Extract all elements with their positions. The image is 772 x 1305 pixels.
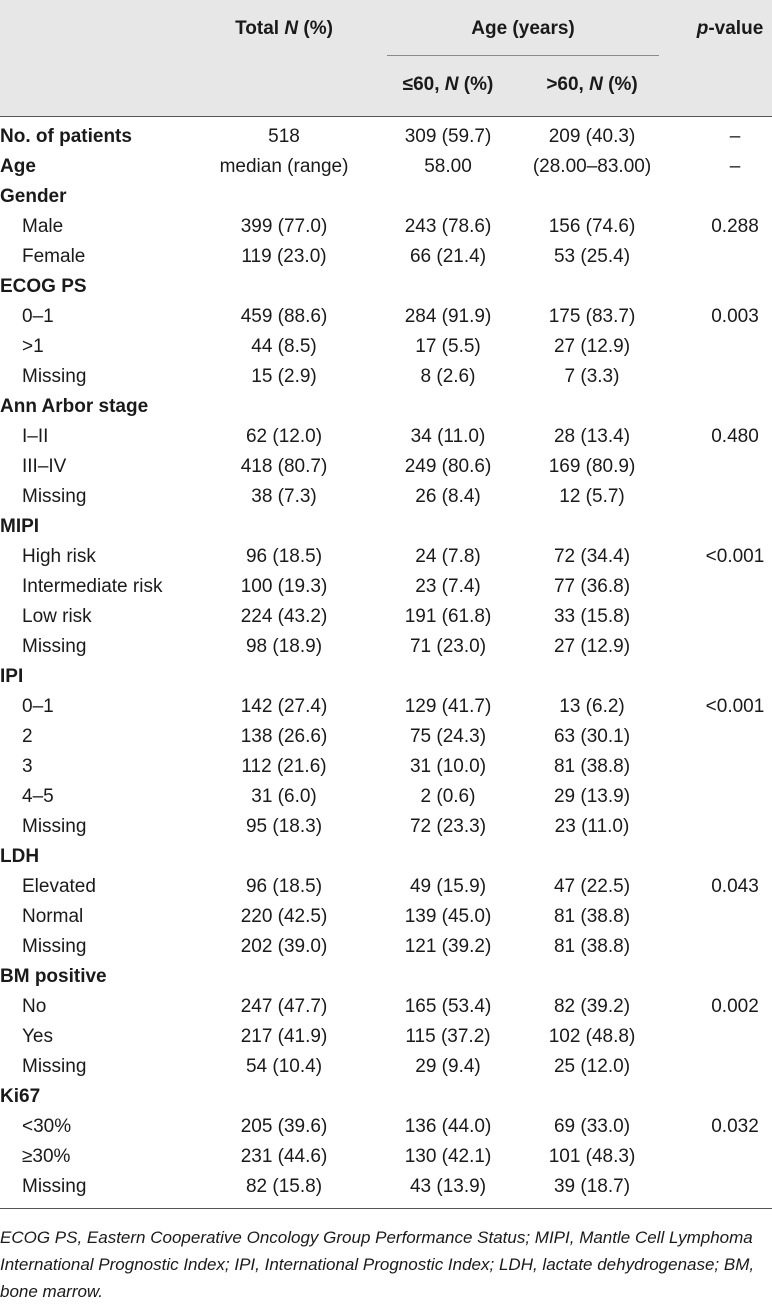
cell-le60: 66 (21.4) bbox=[409, 246, 487, 267]
table-row bbox=[0, 122, 772, 152]
table-row bbox=[0, 182, 772, 212]
age-underline bbox=[387, 55, 659, 56]
cell-total: 518 bbox=[268, 126, 300, 147]
row-label: Low risk bbox=[22, 606, 92, 627]
cell-gt60: 13 (6.2) bbox=[559, 696, 625, 717]
table-row bbox=[0, 872, 772, 902]
row-label: I–II bbox=[22, 426, 49, 447]
cell-le60: 136 (44.0) bbox=[404, 1116, 492, 1137]
table-row bbox=[0, 632, 772, 662]
table-row bbox=[0, 272, 772, 302]
table-row bbox=[0, 932, 772, 962]
cell-le60: 139 (45.0) bbox=[404, 906, 492, 927]
cell-gt60: 69 (33.0) bbox=[553, 1116, 631, 1137]
cell-total: 142 (27.4) bbox=[240, 696, 328, 717]
cell-p: 0.032 bbox=[711, 1116, 759, 1137]
row-label: Missing bbox=[22, 816, 87, 837]
table-row bbox=[0, 602, 772, 632]
cell-total: 205 (39.6) bbox=[240, 1116, 328, 1137]
table-row bbox=[0, 362, 772, 392]
cell-total: 38 (7.3) bbox=[251, 486, 317, 507]
cell-le60: 115 (37.2) bbox=[405, 1026, 491, 1047]
row-label: Missing bbox=[22, 936, 87, 957]
table-row bbox=[0, 782, 772, 812]
table-row bbox=[0, 752, 772, 782]
row-label: Male bbox=[22, 216, 64, 237]
table-row bbox=[0, 812, 772, 842]
cell-total: 112 (21.6) bbox=[241, 756, 327, 777]
cell-total: 31 (6.0) bbox=[251, 786, 317, 807]
row-label: Intermediate risk bbox=[22, 576, 163, 597]
cell-p: 0.288 bbox=[711, 216, 759, 237]
cell-le60: 24 (7.8) bbox=[415, 546, 481, 567]
table-row bbox=[0, 662, 772, 692]
cell-gt60: 169 (80.9) bbox=[548, 456, 636, 477]
header-total: Total N (%) bbox=[235, 18, 333, 39]
cell-gt60: 209 (40.3) bbox=[548, 126, 636, 147]
cell-p: 0.043 bbox=[711, 876, 759, 897]
table-header bbox=[0, 0, 772, 116]
cell-le60: 49 (15.9) bbox=[409, 876, 487, 897]
cell-total: median (range) bbox=[219, 156, 349, 177]
table-row bbox=[0, 1112, 772, 1142]
footnote: ECOG PS, Eastern Cooperative Oncology Group Performance Status; MIPI, Mantle Cell Lymphoma International Prognostic Index; IPI, International Prognostic Index; LDH, lactate dehydrogenase; BM, bone marrow. bbox=[0, 1228, 755, 1301]
cell-le60: 71 (23.0) bbox=[409, 636, 487, 657]
cell-gt60: 27 (12.9) bbox=[553, 636, 631, 657]
cell-p: – bbox=[729, 156, 741, 177]
row-label: <30% bbox=[22, 1116, 72, 1137]
table-row bbox=[0, 302, 772, 332]
row-label: High risk bbox=[22, 546, 96, 567]
cell-gt60: 81 (38.8) bbox=[553, 906, 631, 927]
row-label: Missing bbox=[22, 636, 87, 657]
table-row bbox=[0, 572, 772, 602]
cell-le60: 72 (23.3) bbox=[409, 816, 487, 837]
cell-total: 247 (47.7) bbox=[240, 996, 328, 1017]
cell-gt60: 102 (48.8) bbox=[548, 1026, 636, 1047]
cell-le60: 121 (39.2) bbox=[404, 936, 492, 957]
cell-gt60: (28.00–83.00) bbox=[532, 156, 652, 177]
cell-le60: 191 (61.8) bbox=[404, 606, 492, 627]
cell-le60: 23 (7.4) bbox=[415, 576, 481, 597]
cell-gt60: 156 (74.6) bbox=[548, 216, 636, 237]
row-label: 4–5 bbox=[22, 786, 54, 807]
cell-le60: 43 (13.9) bbox=[409, 1176, 487, 1197]
table-row bbox=[0, 152, 772, 182]
row-label: ≥30% bbox=[22, 1146, 71, 1167]
cell-le60: 8 (2.6) bbox=[420, 366, 476, 387]
cell-p: 0.003 bbox=[711, 306, 759, 327]
cell-total: 15 (2.9) bbox=[251, 366, 317, 387]
cell-p: – bbox=[729, 126, 741, 147]
cell-gt60: 101 (48.3) bbox=[548, 1146, 636, 1167]
row-label: Age bbox=[0, 156, 36, 177]
table-row bbox=[0, 842, 772, 872]
table-row bbox=[0, 542, 772, 572]
cell-gt60: 53 (25.4) bbox=[553, 246, 631, 267]
row-label: 2 bbox=[22, 726, 33, 747]
row-label: No bbox=[22, 996, 47, 1017]
table-body bbox=[0, 122, 772, 1202]
cell-gt60: 12 (5.7) bbox=[559, 486, 625, 507]
table-row bbox=[0, 212, 772, 242]
cell-total: 98 (18.9) bbox=[245, 636, 323, 657]
table-row bbox=[0, 1082, 772, 1112]
bottom-rule bbox=[0, 1208, 772, 1209]
cell-gt60: 29 (13.9) bbox=[553, 786, 631, 807]
cell-total: 96 (18.5) bbox=[245, 546, 323, 567]
row-label: 3 bbox=[22, 756, 33, 777]
table-row bbox=[0, 482, 772, 512]
cell-total: 217 (41.9) bbox=[240, 1026, 328, 1047]
cell-total: 202 (39.0) bbox=[240, 936, 328, 957]
cell-gt60: 27 (12.9) bbox=[553, 336, 631, 357]
cell-total: 119 (23.0) bbox=[241, 246, 327, 267]
header-pvalue: p-value bbox=[696, 18, 764, 39]
row-label: MIPI bbox=[0, 516, 40, 537]
table-row bbox=[0, 452, 772, 482]
table-row bbox=[0, 332, 772, 362]
table-row bbox=[0, 1052, 772, 1082]
row-label: No. of patients bbox=[0, 126, 132, 147]
table-row bbox=[0, 242, 772, 272]
row-label: Female bbox=[22, 246, 86, 267]
cell-total: 95 (18.3) bbox=[245, 816, 323, 837]
row-label: 0–1 bbox=[22, 306, 54, 327]
cell-total: 44 (8.5) bbox=[251, 336, 317, 357]
cell-le60: 284 (91.9) bbox=[404, 306, 492, 327]
table-row bbox=[0, 962, 772, 992]
cell-p: 0.480 bbox=[711, 426, 759, 447]
cell-gt60: 81 (38.8) bbox=[553, 756, 631, 777]
table-row bbox=[0, 722, 772, 752]
cell-gt60: 77 (36.8) bbox=[553, 576, 631, 597]
table-row bbox=[0, 902, 772, 932]
row-label: Missing bbox=[22, 1056, 87, 1077]
cell-gt60: 175 (83.7) bbox=[548, 306, 636, 327]
cell-gt60: 25 (12.0) bbox=[553, 1056, 631, 1077]
cell-total: 418 (80.7) bbox=[240, 456, 328, 477]
table-row bbox=[0, 1142, 772, 1172]
row-label: Yes bbox=[22, 1026, 53, 1047]
row-label: Missing bbox=[22, 1176, 87, 1197]
cell-total: 82 (15.8) bbox=[245, 1176, 323, 1197]
cell-total: 138 (26.6) bbox=[240, 726, 328, 747]
cell-total: 100 (19.3) bbox=[240, 576, 328, 597]
row-label: Missing bbox=[22, 486, 87, 507]
cell-le60: 165 (53.4) bbox=[404, 996, 492, 1017]
cell-gt60: 33 (15.8) bbox=[553, 606, 631, 627]
header-le60: ≤60, N (%) bbox=[402, 74, 494, 95]
cell-gt60: 47 (22.5) bbox=[553, 876, 631, 897]
table-row bbox=[0, 992, 772, 1022]
cell-le60: 309 (59.7) bbox=[404, 126, 492, 147]
cell-le60: 31 (10.0) bbox=[409, 756, 487, 777]
cell-p: <0.001 bbox=[705, 696, 765, 717]
cell-p: 0.002 bbox=[711, 996, 759, 1017]
cell-total: 220 (42.5) bbox=[240, 906, 328, 927]
cell-le60: 75 (24.3) bbox=[409, 726, 487, 747]
row-label: BM positive bbox=[0, 966, 107, 987]
row-label: Normal bbox=[22, 906, 84, 927]
header-rule bbox=[0, 116, 772, 117]
row-label: IPI bbox=[0, 666, 24, 687]
cell-le60: 29 (9.4) bbox=[415, 1056, 481, 1077]
table-row bbox=[0, 392, 772, 422]
header-age: Age (years) bbox=[471, 18, 575, 39]
table-row bbox=[0, 1172, 772, 1202]
cell-le60: 17 (5.5) bbox=[415, 336, 481, 357]
cell-le60: 2 (0.6) bbox=[420, 786, 476, 807]
cell-le60: 243 (78.6) bbox=[404, 216, 492, 237]
cell-total: 62 (12.0) bbox=[245, 426, 323, 447]
header-gt60: >60, N (%) bbox=[546, 74, 638, 95]
row-label: Missing bbox=[22, 366, 87, 387]
row-label: LDH bbox=[0, 846, 40, 867]
cell-le60: 58.00 bbox=[424, 156, 472, 177]
table-row bbox=[0, 512, 772, 542]
cell-gt60: 28 (13.4) bbox=[553, 426, 631, 447]
cell-gt60: 72 (34.4) bbox=[553, 546, 631, 567]
cell-gt60: 39 (18.7) bbox=[553, 1176, 631, 1197]
cell-total: 96 (18.5) bbox=[245, 876, 323, 897]
table-row bbox=[0, 1022, 772, 1052]
cell-le60: 34 (11.0) bbox=[410, 426, 486, 447]
row-label: Gender bbox=[0, 186, 67, 207]
cell-le60: 249 (80.6) bbox=[404, 456, 492, 477]
cell-total: 224 (43.2) bbox=[240, 606, 328, 627]
cell-le60: 129 (41.7) bbox=[404, 696, 492, 717]
cell-p: <0.001 bbox=[705, 546, 765, 567]
cell-le60: 130 (42.1) bbox=[404, 1146, 492, 1167]
cell-gt60: 23 (11.0) bbox=[554, 816, 630, 837]
cell-gt60: 7 (3.3) bbox=[564, 366, 620, 387]
cell-total: 399 (77.0) bbox=[240, 216, 328, 237]
cell-total: 231 (44.6) bbox=[240, 1146, 328, 1167]
row-label: >1 bbox=[22, 336, 44, 357]
cell-gt60: 63 (30.1) bbox=[553, 726, 631, 747]
table-row bbox=[0, 692, 772, 722]
cell-gt60: 81 (38.8) bbox=[553, 936, 631, 957]
cell-le60: 26 (8.4) bbox=[415, 486, 481, 507]
row-label: Elevated bbox=[22, 876, 96, 897]
row-label: Ann Arbor stage bbox=[0, 396, 149, 417]
table-row bbox=[0, 422, 772, 452]
row-label: Ki67 bbox=[0, 1086, 41, 1107]
cell-total: 54 (10.4) bbox=[245, 1056, 323, 1077]
cell-total: 459 (88.6) bbox=[240, 306, 328, 327]
cell-gt60: 82 (39.2) bbox=[553, 996, 631, 1017]
row-label: ECOG PS bbox=[0, 276, 87, 297]
row-label: 0–1 bbox=[22, 696, 54, 717]
row-label: III–IV bbox=[22, 456, 67, 477]
